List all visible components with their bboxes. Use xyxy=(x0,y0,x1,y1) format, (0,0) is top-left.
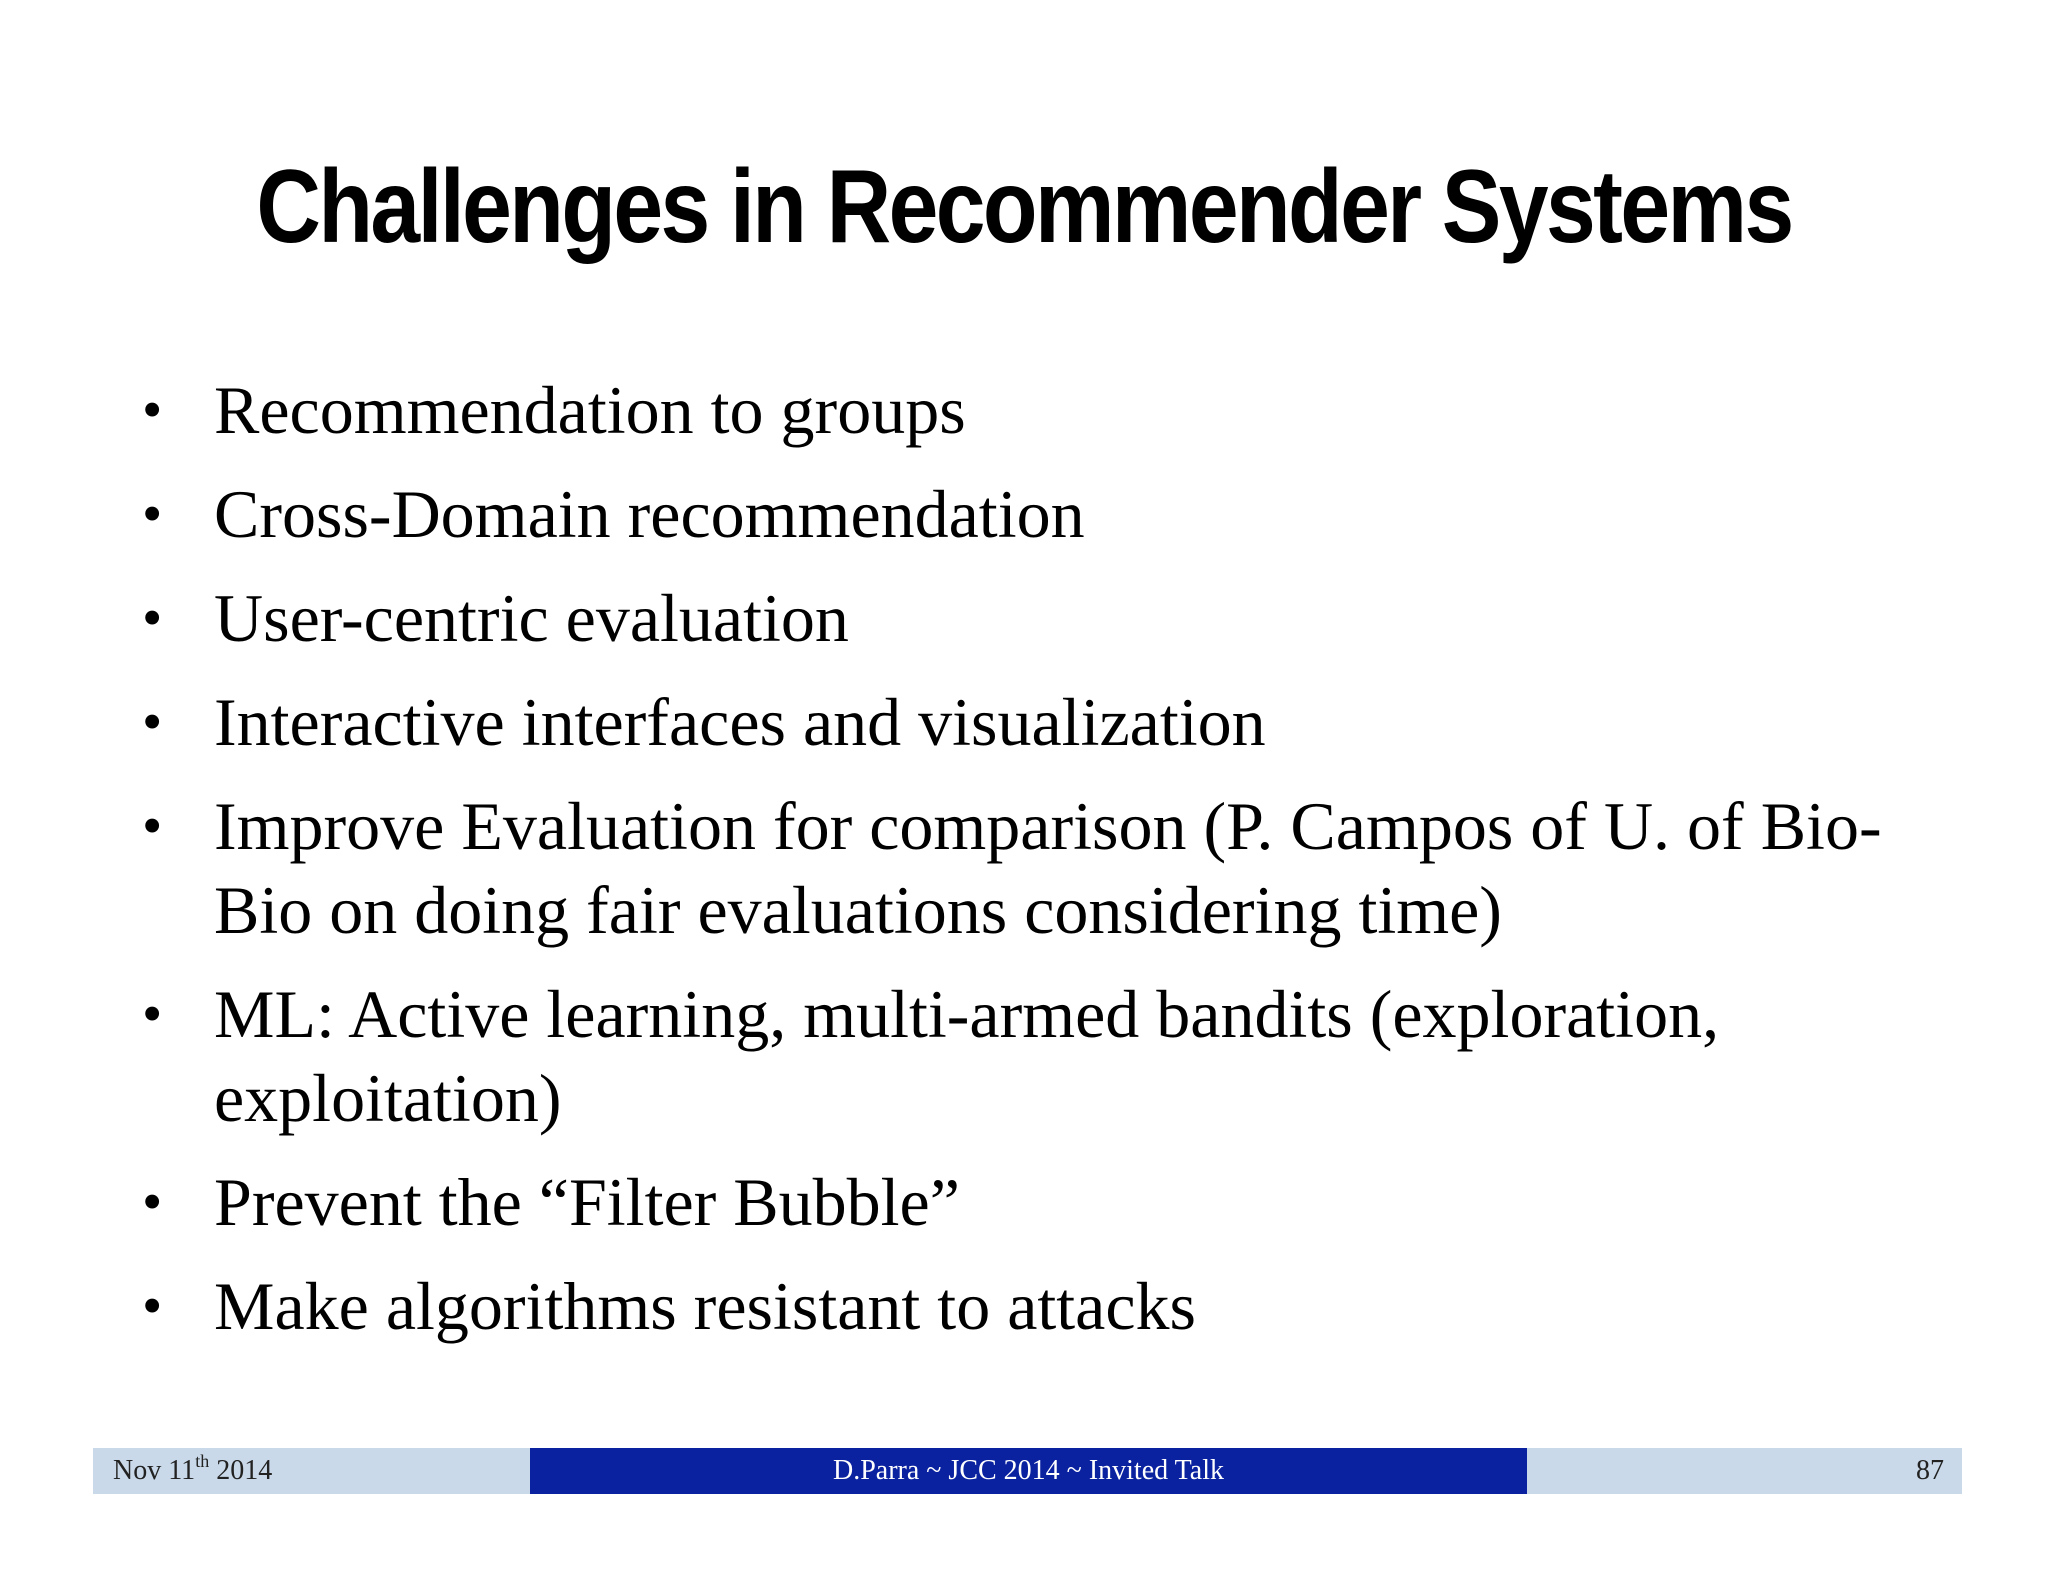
bullet-icon: • xyxy=(142,377,163,442)
footer-talk-info: D.Parra ~ JCC 2014 ~ Invited Talk xyxy=(530,1448,1527,1494)
bullet-item xyxy=(130,784,1930,952)
bullet-icon: • xyxy=(142,793,163,858)
bullet-text: Make algorithms resistant to attacks xyxy=(214,1268,1196,1344)
bullet-text: Prevent the “Filter Bubble” xyxy=(214,1164,960,1240)
footer-date-superscript: th xyxy=(195,1451,210,1471)
bullet-item xyxy=(130,472,1930,556)
footer-date xyxy=(93,1448,530,1494)
bullet-text: Interactive interfaces and visualization xyxy=(214,684,1266,760)
bullet-icon: • xyxy=(142,481,163,546)
bullet-text: User-centric evaluation xyxy=(214,580,849,656)
bullet-text: Cross-Domain recommendation xyxy=(214,476,1085,552)
bullet-icon: • xyxy=(142,689,163,754)
bullet-icon: • xyxy=(142,981,163,1046)
bullet-item xyxy=(130,1160,1930,1244)
bullet-text: Improve Evaluation for comparison (P. Campos of U. of Bio-Bio on doing fair evaluations considering time) xyxy=(214,788,1882,948)
bullet-item xyxy=(130,972,1930,1140)
footer-date-suffix: 2014 xyxy=(209,1455,273,1486)
slide-title: Challenges in Recommender Systems xyxy=(256,149,1792,265)
bullet-text: ML: Active learning, multi-armed bandits (exploration, exploitation) xyxy=(214,976,1720,1136)
bullet-icon: • xyxy=(142,1169,163,1234)
slide-footer xyxy=(93,1448,1962,1494)
bullet-item xyxy=(130,680,1930,764)
bullet-text: Recommendation to groups xyxy=(214,372,966,448)
bullet-icon: • xyxy=(142,1273,163,1338)
footer-page-number: 87 xyxy=(1527,1448,1962,1494)
bullet-item xyxy=(130,368,1930,452)
bullet-list xyxy=(130,368,1930,1368)
bullet-item xyxy=(130,1264,1930,1348)
bullet-item xyxy=(130,576,1930,660)
bullet-icon: • xyxy=(142,585,163,650)
footer-date-prefix: Nov 11 xyxy=(113,1455,196,1486)
